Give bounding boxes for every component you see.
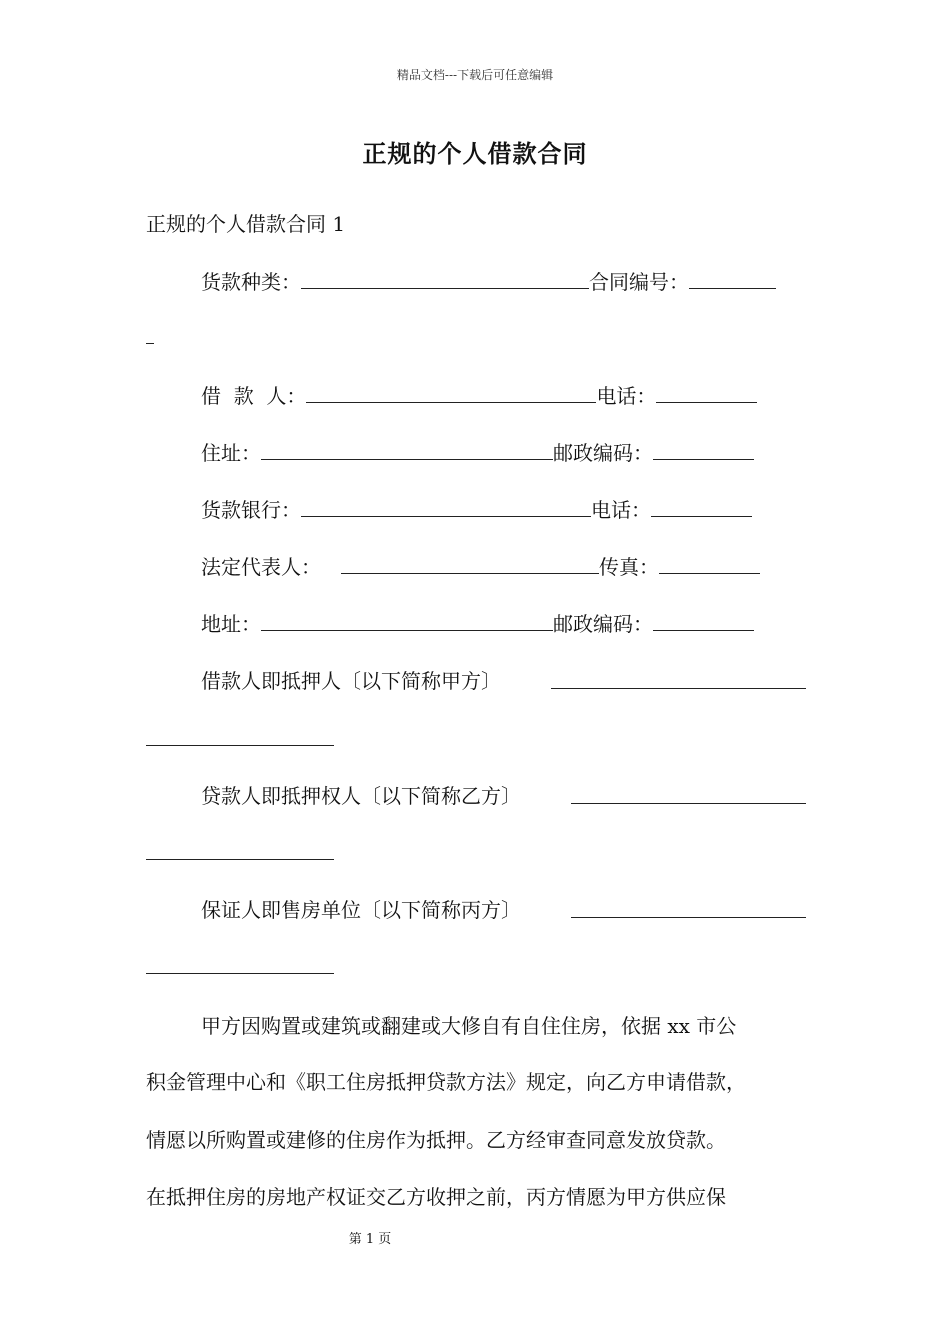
contract-no-label: 合同编号： [589, 270, 689, 294]
fax-blank [659, 557, 760, 574]
legal-rep-blank [341, 557, 599, 574]
address2-blank [261, 614, 553, 631]
address2-label: 地址： [201, 612, 261, 636]
bank-phone-blank [651, 500, 752, 517]
party-b-label: 贷款人即抵押权人〔以下简称乙方〕 [201, 784, 521, 808]
postcode1-blank [653, 443, 754, 460]
party-c-blank-continued [146, 973, 334, 974]
address1-row [201, 437, 754, 466]
body-line-3: 情愿以所购置或建修的住房作为抵押。乙方经审查同意发放贷款。 [146, 1128, 726, 1152]
body-line-2: 积金管理中心和《职工住房抵押贷款方法》规定，向乙方申请借款， [146, 1070, 746, 1094]
borrower-phone-label: 电话： [596, 384, 657, 408]
borrower-label: 借 款 人： [201, 384, 307, 408]
party-a-blank [551, 688, 806, 689]
bank-row [201, 494, 752, 523]
postcode2-blank [653, 614, 754, 631]
body-line-4: 在抵押住房的房地产权证交乙方收押之前，丙方情愿为甲方供应保 [146, 1185, 726, 1209]
bank-phone-label: 电话： [591, 498, 651, 522]
address1-label: 住址： [201, 441, 261, 465]
contract-no-blank-continued [146, 343, 154, 344]
party-a-label: 借款人即抵押人〔以下简称甲方〕 [201, 669, 501, 693]
party-b-blank-continued [146, 859, 334, 860]
bank-label: 货款银行： [201, 498, 301, 522]
borrower-phone-blank [656, 386, 757, 403]
legal-rep-label: 法定代表人： [201, 555, 321, 579]
postcode1-label: 邮政编码： [553, 441, 653, 465]
party-c-label: 保证人即售房单位〔以下简称丙方〕 [201, 898, 521, 922]
page-header-note: 精品文档---下载后可任意编辑 [396, 68, 554, 82]
body-line-1: 甲方因购置或建筑或翻建或大修自有自住住房，依据 xx 市公 [201, 1014, 737, 1038]
page-number: 第 1 页 [348, 1232, 392, 1247]
bank-blank [301, 500, 591, 517]
contract-no-blank [689, 272, 776, 289]
loan-type-label: 货款种类： [201, 270, 301, 294]
address1-blank [261, 443, 553, 460]
borrower-blank [306, 386, 596, 403]
postcode2-label: 邮政编码： [553, 612, 653, 636]
fax-label: 传真： [599, 555, 659, 579]
borrower-row [201, 380, 757, 409]
address2-row [201, 608, 754, 637]
document-title: 正规的个人借款合同 [362, 139, 588, 168]
legal-rep-row [201, 551, 760, 580]
loan-type-row [201, 266, 776, 295]
loan-type-blank [301, 272, 589, 289]
party-c-blank [571, 917, 806, 918]
section-subtitle: 正规的个人借款合同 1 [146, 212, 346, 236]
party-b-blank [571, 803, 806, 804]
party-a-blank-continued [146, 745, 334, 746]
